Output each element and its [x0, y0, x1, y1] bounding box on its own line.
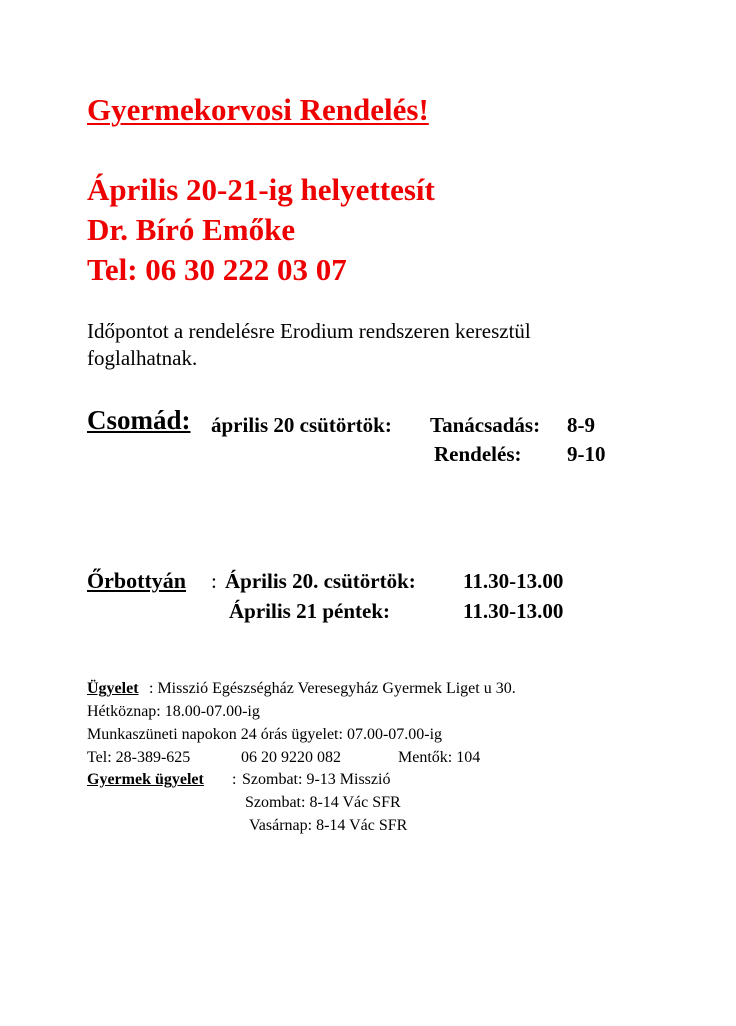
csomad-location-label: Csomád: [87, 405, 191, 435]
holiday-hours: Munkaszüneti napokon 24 órás ügyelet: 07.00-07.00-ig [87, 726, 443, 743]
orbottyan-time-2: 11.30-13.00 [463, 599, 564, 623]
gyermek-ugyelet-colon: : [232, 771, 237, 788]
csomad-day: április 20 csütörtök: [211, 413, 392, 437]
gyermek-ugyelet-label: Gyermek ügyelet [87, 771, 204, 788]
booking-info-line-2: foglalhatnak. [87, 346, 198, 370]
csomad-rendeles-time: 9-10 [567, 442, 606, 466]
ugyelet-phone: Tel: 28-389-625 [87, 749, 191, 766]
ugyelet-address: : Misszió Egészségház Veresegyház Gyermek Liget u 30. [149, 680, 516, 697]
substitute-phone: Tel: 06 30 222 03 07 [87, 252, 347, 287]
weekday-hours: Hétköznap: 18.00-07.00-ig [87, 703, 260, 720]
gyermek-ugyelet-line-3: Vasárnap: 8-14 Vác SFR [249, 817, 408, 834]
substitution-dates: Április 20-21-ig helyettesít [87, 172, 435, 207]
csomad-tanacsadas-time: 8-9 [567, 413, 595, 437]
ugyelet-mobile: 06 20 9220 082 [241, 749, 341, 766]
orbottyan-location-label: Őrbottyán [87, 568, 186, 593]
substitute-doctor: Dr. Bíró Emőke [87, 212, 296, 247]
page-title: Gyermekorvosi Rendelés! [87, 92, 429, 127]
gyermek-ugyelet-line-1: Szombat: 9-13 Misszió [242, 771, 391, 788]
orbottyan-day-1: Április 20. csütörtök: [225, 569, 416, 593]
ugyelet-label: Ügyelet [87, 680, 139, 697]
csomad-rendeles-label: Rendelés: [434, 442, 522, 466]
orbottyan-time-1: 11.30-13.00 [463, 569, 564, 593]
gyermek-ugyelet-line-2: Szombat: 8-14 Vác SFR [245, 794, 401, 811]
ambulance-phone: Mentők: 104 [398, 749, 481, 766]
csomad-tanacsadas-label: Tanácsadás: [430, 413, 541, 437]
orbottyan-day-2: Április 21 péntek: [229, 599, 391, 623]
orbottyan-colon: : [211, 569, 217, 593]
booking-info-line-1: Időpontot a rendelésre Erodium rendszeren keresztül [87, 319, 531, 343]
